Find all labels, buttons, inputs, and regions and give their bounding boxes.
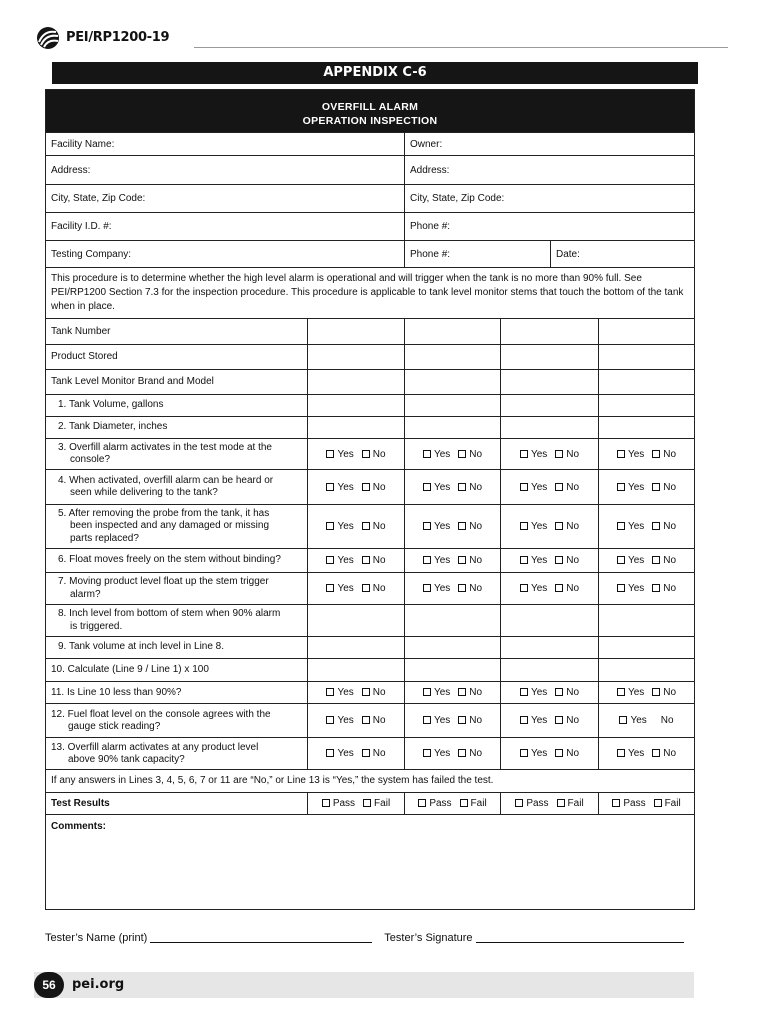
line-9-label: 9. Tank volume at inch level in Line 8. [46,637,308,659]
line-11-label: 11. Is Line 10 less than 90%? [46,682,308,704]
line-10-tank-3-value[interactable] [501,659,599,682]
yes-checkbox[interactable] [326,556,334,564]
line-13-label: 13. Overfill alarm activates at any product level above 90% tank capacity? [46,738,308,770]
line-7-tank-2-answer[interactable]: Yes No [405,573,501,605]
tank-1-product[interactable] [308,345,405,370]
line-8-tank-4-value[interactable] [599,605,695,637]
tester-name-input[interactable] [150,933,372,943]
no-checkbox[interactable] [555,450,563,458]
line-8-tank-3-value[interactable] [501,605,599,637]
line-11-tank-4-answer[interactable]: Yes No [599,682,695,704]
tank-2-number[interactable] [405,319,501,345]
yes-checkbox[interactable] [326,749,334,757]
tank-3-number[interactable] [501,319,599,345]
no-checkbox[interactable] [555,556,563,564]
line-8-label: 8. Inch level from bottom of stem when 90% alarm is triggered. [46,605,308,637]
product-stored-label: Product Stored [46,345,308,370]
line-10-tank-2-value[interactable] [405,659,501,682]
tank-4-number[interactable] [599,319,695,345]
tank-4-diameter[interactable] [599,417,695,439]
line-3-tank-1-answer[interactable]: Yes No [308,439,405,470]
no-checkbox[interactable] [458,716,466,724]
yes-checkbox[interactable] [617,450,625,458]
no-checkbox[interactable] [555,584,563,592]
pass-checkbox[interactable] [515,799,523,807]
line-7-label: 7. Moving product level float up the stem trigger alarm? [46,573,308,605]
pei-logo-icon [34,26,62,50]
line-11-tank-1-answer[interactable]: Yes No [308,682,405,704]
yes-checkbox[interactable] [326,584,334,592]
yes-checkbox[interactable] [520,556,528,564]
line-8-tank-2-value[interactable] [405,605,501,637]
line-6-tank-1-answer[interactable]: Yes No [308,549,405,573]
line-3-tank-2-answer[interactable]: Yes No [405,439,501,470]
tank-1-number[interactable] [308,319,405,345]
yes-checkbox[interactable] [520,584,528,592]
yes-checkbox[interactable] [617,522,625,530]
tank-2-product[interactable] [405,345,501,370]
no-checkbox[interactable] [458,450,466,458]
yes-checkbox[interactable] [423,584,431,592]
facility-id-field[interactable]: Facility I.D. #: [46,213,405,241]
tank-1-diameter[interactable] [308,417,405,439]
no-checkbox[interactable] [362,716,370,724]
yes-checkbox[interactable] [617,749,625,757]
no-checkbox[interactable] [555,522,563,530]
page-number: 56 [34,972,64,998]
yes-checkbox[interactable] [423,450,431,458]
tank-3-product[interactable] [501,345,599,370]
line-11-tank-2-answer[interactable]: Yes No [405,682,501,704]
line-10-tank-1-value[interactable] [308,659,405,682]
tank-4-result[interactable]: Pass Fail [599,793,695,815]
yes-checkbox[interactable] [520,716,528,724]
line-12-tank-1-answer[interactable]: Yes No [308,704,405,738]
pass-checkbox[interactable] [418,799,426,807]
tank-3-volume[interactable] [501,395,599,417]
yes-checkbox[interactable] [520,688,528,696]
comments-field[interactable]: Comments: [46,815,695,910]
testing-company-field[interactable]: Testing Company: [46,241,405,268]
line-9-tank-3-value[interactable] [501,637,599,659]
line-12-tank-3-answer[interactable]: Yes No [501,704,599,738]
tank-1-result[interactable]: Pass Fail [308,793,405,815]
line-9-tank-1-value[interactable] [308,637,405,659]
no-checkbox[interactable] [362,556,370,564]
no-checkbox[interactable] [362,483,370,491]
no-checkbox[interactable] [458,522,466,530]
tank-1-volume[interactable] [308,395,405,417]
line-6-tank-4-answer[interactable]: Yes No [599,549,695,573]
line-2-label: 2. Tank Diameter, inches [46,417,308,439]
tester-signature-label: Tester’s Signature [384,932,473,944]
line-13-tank-2-answer[interactable]: Yes No [405,738,501,770]
owner-address-field[interactable]: Address: [405,156,695,185]
line-5-tank-2-answer[interactable]: Yes No [405,505,501,549]
line-8-tank-1-value[interactable] [308,605,405,637]
form-title: OVERFILL ALARM OPERATION INSPECTION [46,90,695,133]
document-code: PEI/RP1200-19 [66,30,170,45]
yes-checkbox[interactable] [423,483,431,491]
tank-2-result[interactable]: Pass Fail [405,793,501,815]
no-checkbox[interactable] [458,483,466,491]
tank-4-monitor[interactable] [599,370,695,395]
testing-company-phone-field[interactable]: Phone #: [405,241,551,268]
inspection-form [45,89,695,910]
line-3-tank-3-answer[interactable]: Yes No [501,439,599,470]
line-7-tank-1-answer[interactable]: Yes No [308,573,405,605]
tank-2-monitor[interactable] [405,370,501,395]
yes-checkbox[interactable] [423,749,431,757]
no-checkbox[interactable] [652,450,660,458]
yes-checkbox[interactable] [617,483,625,491]
yes-checkbox[interactable] [423,556,431,564]
signature-line [45,932,694,944]
owner-field[interactable]: Owner: [405,133,695,156]
line-13-tank-4-answer[interactable]: Yes No [599,738,695,770]
tank-4-product[interactable] [599,345,695,370]
line-5-label: 5. After removing the probe from the tank, it has been inspected and any damaged or missing parts replaced? [46,505,308,549]
no-checkbox[interactable] [652,522,660,530]
tank-3-result[interactable]: Pass Fail [501,793,599,815]
tester-signature-input[interactable] [476,933,684,943]
pass-checkbox[interactable] [612,799,620,807]
line-5-tank-1-answer[interactable]: Yes No [308,505,405,549]
line-5-tank-4-answer[interactable]: Yes No [599,505,695,549]
procedure-description: This procedure is to determine whether the high level alarm is operational and will trigger when the tank is no more than 90% full. See PEI/RP1200 Section 7.3 for the inspection procedure. This procedure is applicable to tank level monitor stems that touch the bottom of the tank when in place. [46,268,695,319]
facility-address-field[interactable]: Address: [46,156,405,185]
line-10-label: 10. Calculate (Line 9 / Line 1) x 100 [46,659,308,682]
line-4-tank-1-answer[interactable]: Yes No [308,470,405,505]
line-4-tank-4-answer[interactable]: Yes No [599,470,695,505]
no-checkbox[interactable] [458,688,466,696]
monitor-brand-label: Tank Level Monitor Brand and Model [46,370,308,395]
appendix-title: APPENDIX C-6 [52,62,698,84]
owner-phone-field[interactable]: Phone #: [405,213,695,241]
yes-checkbox[interactable] [619,716,627,724]
test-results-label: Test Results [46,793,308,815]
tank-4-volume[interactable] [599,395,695,417]
line-9-tank-2-value[interactable] [405,637,501,659]
yes-checkbox[interactable] [326,716,334,724]
line-6-tank-2-answer[interactable]: Yes No [405,549,501,573]
yes-checkbox[interactable] [520,749,528,757]
no-checkbox[interactable] [652,688,660,696]
line-13-tank-1-answer[interactable]: Yes No [308,738,405,770]
line-12-tank-2-answer[interactable]: Yes No [405,704,501,738]
no-checkbox[interactable] [458,749,466,757]
line-4-tank-2-answer[interactable]: Yes No [405,470,501,505]
line-9-tank-4-value[interactable] [599,637,695,659]
no-checkbox[interactable] [362,522,370,530]
no-checkbox[interactable] [652,749,660,757]
failure-note: If any answers in Lines 3, 4, 5, 6, 7 or 11 are “No,” or Line 13 is “Yes,” the system has failed the test. [46,770,695,793]
yes-checkbox[interactable] [423,522,431,530]
yes-checkbox[interactable] [326,483,334,491]
line-6-label: 6. Float moves freely on the stem without binding? [46,549,308,573]
line-5-tank-3-answer[interactable]: Yes No [501,505,599,549]
yes-checkbox[interactable] [326,522,334,530]
tank-2-volume[interactable] [405,395,501,417]
line-10-tank-4-value[interactable] [599,659,695,682]
yes-checkbox[interactable] [520,450,528,458]
header-rule [194,47,728,48]
line-3-label: 3. Overfill alarm activates in the test mode at the console? [46,439,308,470]
tank-3-diameter[interactable] [501,417,599,439]
yes-checkbox[interactable] [520,483,528,491]
no-checkbox[interactable] [555,716,563,724]
no-checkbox[interactable] [458,584,466,592]
no-checkbox[interactable] [652,483,660,491]
line-4-label: 4. When activated, overfill alarm can be heard or seen while delivering to the tank? [46,470,308,505]
no-checkbox[interactable] [555,483,563,491]
fail-checkbox[interactable] [460,799,468,807]
tank-number-label: Tank Number [46,319,308,345]
line-13-tank-3-answer[interactable]: Yes No [501,738,599,770]
no-checkbox[interactable] [555,688,563,696]
pass-checkbox[interactable] [322,799,330,807]
line-3-tank-4-answer[interactable]: Yes No [599,439,695,470]
yes-checkbox[interactable] [617,556,625,564]
facility-city-field[interactable]: City, State, Zip Code: [46,185,405,213]
line-7-tank-4-answer[interactable]: Yes No [599,573,695,605]
yes-checkbox[interactable] [617,584,625,592]
footer-url[interactable]: pei.org [72,977,125,992]
yes-checkbox[interactable] [617,688,625,696]
tank-3-monitor[interactable] [501,370,599,395]
fail-checkbox[interactable] [363,799,371,807]
fail-checkbox[interactable] [654,799,662,807]
tester-name-label: Tester’s Name (print) [45,932,148,944]
yes-checkbox[interactable] [326,688,334,696]
yes-checkbox[interactable] [520,522,528,530]
no-checkbox[interactable] [362,749,370,757]
line-4-tank-3-answer[interactable]: Yes No [501,470,599,505]
no-checkbox[interactable] [362,688,370,696]
fail-checkbox[interactable] [557,799,565,807]
yes-checkbox[interactable] [423,688,431,696]
tank-1-monitor[interactable] [308,370,405,395]
line-12-tank-4-answer[interactable]: Yes No [599,704,695,738]
yes-checkbox[interactable] [326,450,334,458]
line-12-label: 12. Fuel float level on the console agrees with the gauge stick reading? [46,704,308,738]
line-6-tank-3-answer[interactable]: Yes No [501,549,599,573]
yes-checkbox[interactable] [423,716,431,724]
footer-bar [34,972,694,998]
no-checkbox[interactable] [458,556,466,564]
no-checkbox[interactable] [555,749,563,757]
no-checkbox[interactable] [652,556,660,564]
date-field[interactable]: Date: [551,241,695,268]
no-checkbox[interactable] [362,450,370,458]
line-7-tank-3-answer[interactable]: Yes No [501,573,599,605]
owner-city-field[interactable]: City, State, Zip Code: [405,185,695,213]
line-11-tank-3-answer[interactable]: Yes No [501,682,599,704]
no-checkbox[interactable] [362,584,370,592]
facility-name-field[interactable]: Facility Name: [46,133,405,156]
no-checkbox[interactable] [652,584,660,592]
line-1-label: 1. Tank Volume, gallons [46,395,308,417]
tank-2-diameter[interactable] [405,417,501,439]
page-header [34,26,694,50]
